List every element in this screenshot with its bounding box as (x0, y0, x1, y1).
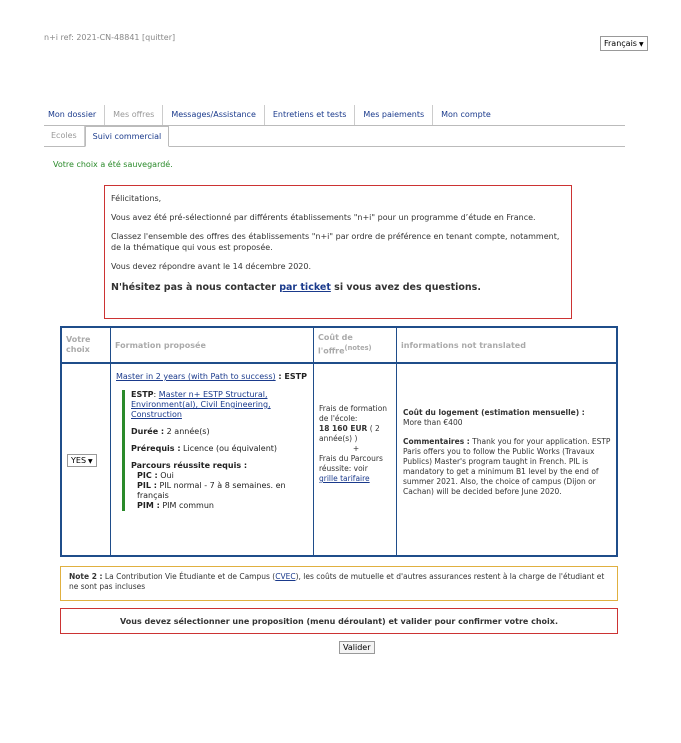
info-cell (403, 408, 613, 497)
pim-line (131, 501, 310, 511)
note-2 (60, 566, 618, 601)
comments (403, 437, 613, 497)
sub-tabs (44, 126, 625, 147)
message-p2: Classez l'ensemble des offres des établissements "n+i" par ordre de préférence en tenant compte, notamment, de la thématique qui vous est proposée. (111, 232, 560, 252)
message-p1: Vous avez été pré-sélectionné par différents établissements "n+i" pour un programme d’étude en France. (111, 213, 536, 222)
language-select[interactable] (600, 36, 648, 51)
pic-label: PIC : (137, 471, 158, 480)
note2-post: ), les coûts de mutuelle et d'autres assurances restent à la charge de l'étudiant et ne sont pas incluses (69, 572, 605, 591)
header-cost (314, 328, 396, 362)
pim-value: PIM commun (159, 501, 214, 510)
formation-cell (116, 372, 310, 511)
pim-label: PIM : (137, 501, 160, 510)
header-formation: Formation proposée (115, 340, 206, 350)
contact-post: si vous avez des questions. (330, 282, 481, 293)
comments-value: Thank you for your application. ESTP Paris offers you to follow the Public Works (Travaux Publics) Master's program taught in French. PIL is mandatory to get a minimum B1 level by the end of summer 2021. Also, the choice of campus (Dijon or Cachan) will be decided before June 2020. (403, 437, 611, 496)
duree-value: 2 année(s) (164, 427, 210, 436)
choice-cell (67, 454, 97, 467)
pil-line (131, 481, 310, 501)
header-info: informations not translated (401, 340, 526, 350)
logement-label: Coût du logement (estimation mensuelle) : (403, 408, 585, 417)
estp-label: ESTP (131, 390, 154, 399)
duree-line (131, 427, 310, 437)
cost-cell (319, 404, 393, 484)
contact-line (111, 282, 565, 293)
cvec-link[interactable]: CVEC (275, 572, 296, 581)
choice-value: YES (71, 456, 87, 465)
prerequis-label: Prérequis : (131, 444, 181, 453)
logement-value: More than €400 (403, 418, 463, 427)
prerequis-line (131, 444, 310, 454)
tab-mes-paiements[interactable]: Mes paiements (354, 105, 432, 125)
reference-text: n+i ref: 2021-CN-48841 [quitter] (44, 33, 176, 42)
contact-pre: N'hésitez pas à nous contacter (111, 282, 280, 293)
comments-label: Commentaires : (403, 437, 470, 446)
duree-label: Durée : (131, 427, 165, 436)
table-header-row (62, 328, 616, 364)
subtab-ecoles[interactable]: Ecoles (44, 126, 85, 146)
pic-line (131, 471, 310, 481)
choice-select[interactable] (67, 454, 97, 467)
main-tabs (44, 105, 625, 126)
cost-amount: 18 160 EUR (319, 424, 368, 433)
subtab-suivi-commercial[interactable]: Suivi commercial (85, 126, 170, 147)
note2-label: Note 2 : (69, 572, 103, 581)
prerequis-value: Licence (ou équivalent) (180, 444, 278, 453)
tab-mon-compte[interactable]: Mon compte (432, 105, 499, 125)
logement-line (403, 408, 613, 418)
chevron-down-icon: ▼ (88, 458, 93, 465)
cost-parcours-label: Frais du Parcours réussite: voir (319, 454, 383, 473)
estp-program-link[interactable]: Master n+ ESTP Structural, Environment(al), Civil Engineering, Construction (131, 390, 271, 419)
header-cost-text: Coût de l'offre (318, 333, 353, 356)
estp-line: ESTP: Master n+ ESTP Structural, Environment(al), Civil Engineering, Construction (131, 390, 271, 419)
formation-title-link[interactable]: Master in 2 years (with Path to success) (116, 372, 276, 381)
info-message-box (104, 185, 572, 319)
tariff-grid-link[interactable]: grille tarifaire (319, 474, 370, 483)
message-deadline: Vous devez répondre avant le 14 décembre 2020. (111, 262, 312, 271)
formation-school: : ESTP (275, 372, 307, 381)
ticket-link[interactable]: par ticket (279, 282, 331, 293)
tab-messages-assistance[interactable]: Messages/Assistance (162, 105, 264, 125)
pil-label: PIL : (137, 481, 157, 490)
note2-pre: La Contribution Vie Étudiante et de Campus ( (102, 572, 276, 581)
header-choice: Votre choix (66, 335, 91, 354)
cost-plus: + (352, 444, 360, 453)
tab-entretiens-tests[interactable]: Entretiens et tests (264, 105, 355, 125)
cost-school-fees-label: Frais de formation de l'école: (319, 404, 388, 423)
saved-message: Votre choix a été sauvegardé. (53, 160, 173, 169)
parcours-label: Parcours réussite requis : (131, 461, 248, 470)
selection-warning: Vous devez sélectionner une proposition (menu déroulant) et valider pour confirmer votre choix. (60, 608, 618, 634)
tab-mes-offres[interactable]: Mes offres (104, 105, 162, 125)
chevron-down-icon: ▼ (638, 41, 644, 48)
header-cost-notes: (notes) (344, 344, 372, 353)
offers-table (60, 326, 618, 557)
pil-value: PIL normal - 7 à 8 semaines. en français (137, 481, 286, 500)
valider-button[interactable]: Valider (339, 641, 375, 654)
language-value: Français (604, 39, 637, 48)
tab-mon-dossier[interactable]: Mon dossier (48, 110, 97, 119)
pic-value: Oui (157, 471, 174, 480)
cost-amount-line (319, 424, 393, 444)
greeting: Félicitations, (111, 194, 162, 203)
formation-title (116, 372, 310, 382)
cost-years: ( 2 année(s) ) (319, 424, 380, 443)
formation-details (122, 390, 310, 511)
